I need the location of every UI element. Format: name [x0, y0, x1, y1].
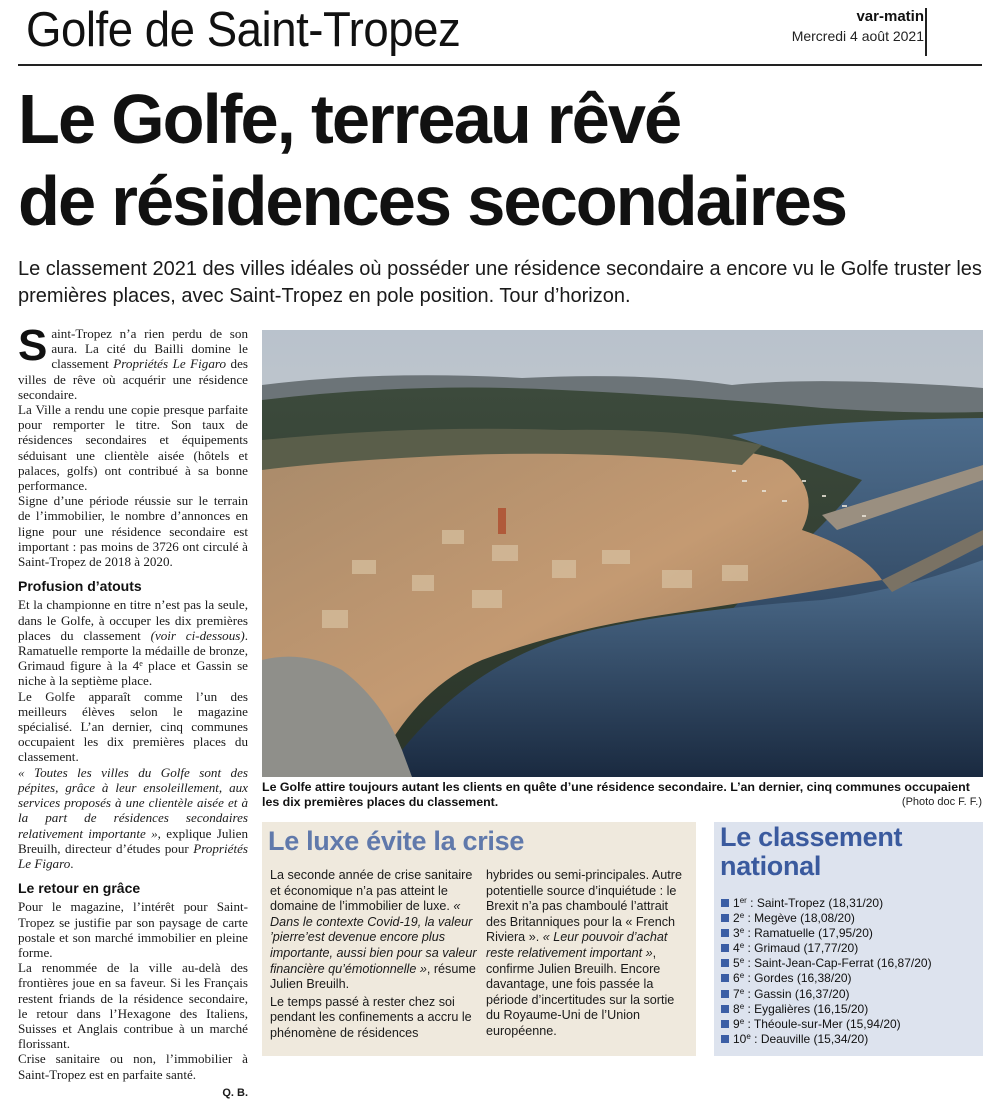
quote: « Dans le contexte Covid-19, la valeur ’pierre’est devenue encore plus importante, aussi bien pour sa valeur financière qu’émotionnelle »: [270, 899, 477, 976]
quote: « Toutes les villes du Golfe sont des pépites, grâce à leur ensoleillement, aux services proposés à une clientèle aisée et à la part de résidences secondaires relativement importante »: [18, 764, 248, 841]
headline-line-1: Le Golfe, terreau rêvé: [18, 80, 681, 158]
paragraph-emphasis: (voir ci-dessous): [150, 627, 245, 643]
paragraph-emphasis: Propriétés Le Figaro: [113, 356, 227, 372]
ranking-suffix: e: [739, 971, 745, 981]
sidebar-classement: [714, 822, 983, 1056]
ranking-text: : Eygalières (16,15/20): [744, 1001, 869, 1016]
paragraph: Pour le magazine, l’intérêt pour Saint-Tropez se justifie par son paysage de carte postale et son marché immobilier en pleine forme.: [18, 899, 248, 960]
paragraph-text: des villes de rêve où acquérir une résidence secondaire.: [18, 356, 248, 402]
ranking-position: 5: [733, 956, 740, 971]
ranking-item: [721, 956, 932, 971]
ranking-text: : Gassin (16,37/20): [744, 986, 850, 1001]
ranking-suffix: e: [739, 1016, 745, 1026]
photo-caption: Le Golfe attire toujours autant les clients en quête d’une résidence secondaire. L’an dernier, cinq communes occupaient les dix premières places du classement.: [262, 780, 970, 809]
paragraph: [18, 597, 248, 688]
paragraph-text: , résume Julien Breuilh.: [270, 961, 476, 992]
publication-date: Mercredi 4 août 2021: [791, 28, 924, 44]
title-line-1: Le classement: [720, 822, 903, 852]
sidebar-luxe-column-1: [270, 868, 478, 1044]
ranking-position: 7: [733, 986, 740, 1001]
sidebar-luxe: [262, 822, 696, 1056]
sidebar-classement-title: [720, 823, 902, 881]
author-signature: Q. B.: [222, 1086, 248, 1099]
paragraph: [270, 868, 478, 993]
photo-credit: (Photo doc F. F.): [901, 796, 982, 808]
ranking-text: : Megève (18,08/20): [744, 911, 855, 926]
paragraph-text: .: [70, 855, 74, 871]
ranking-suffix: er: [739, 896, 747, 905]
paragraph: La Ville a rendu une copie presque parfaite pour remporter le titre. Son taux de résidences secondaires et équipements séduisant une clientèle aisée (hôtels et palaces, golfs) ont contribué à sa bonne performance.: [18, 402, 248, 494]
square-bullet-icon: [721, 929, 729, 937]
ranking-list: [721, 896, 932, 1047]
article-body: [18, 321, 249, 1101]
paragraph-text: , confirme Julien Breuilh. Encore davantage, une fois passée la période d’incertitudes sur la sortie du Royaume-Uni de l’Union européenne.: [486, 945, 675, 1038]
ranking-suffix: e: [739, 926, 745, 936]
ranking-text: : Deauville (15,34/20): [750, 1031, 869, 1046]
ranking-position: 1: [733, 896, 740, 910]
paragraph-text: . Ramatuelle remporte la médaille de bronze, Grimaud figure à la 4: [18, 627, 248, 674]
ranking-item: [721, 1032, 932, 1047]
header-divider-vertical: [925, 8, 927, 56]
aerial-photo: [262, 330, 983, 777]
ranking-suffix: e: [739, 941, 745, 951]
aerial-photo-illustration: [262, 330, 983, 777]
paragraph-text: La seconde année de crise sanitaire et économique n’a pas atteint le domaine de l’immobilier de luxe.: [270, 868, 473, 914]
paragraph-text: Et la championne en titre n’est pas la seule, dans le Golfe, à occuper les dix premières places du classement: [18, 597, 248, 643]
header-rule: [18, 64, 982, 66]
ranking-position: 2: [733, 911, 740, 926]
paragraph-emphasis: Propriétés Le Figaro: [18, 840, 248, 871]
paragraph: Le temps passé à rester chez soi pendant les confinements a accru le phénomène de résidences: [270, 994, 472, 1040]
sidebar-luxe-column-2: [486, 868, 690, 1042]
paragraph: Signe d’une période réussie sur le terrain de l’immobilier, le nombre d’annonces en ligne pour une résidence secondaire est important : pas moins de 3726 ont circulé à Saint-Tropez de 2018 à 2020.: [18, 493, 248, 570]
drop-cap: S: [18, 321, 48, 370]
ranking-suffix: e: [739, 956, 745, 966]
headline: [18, 78, 969, 242]
square-bullet-icon: [721, 974, 729, 982]
ranking-item: [721, 896, 932, 911]
ranking-suffix: e: [739, 911, 745, 921]
ranking-position: 6: [733, 971, 740, 986]
ranking-item: [721, 1002, 932, 1017]
ranking-suffix: e: [739, 1001, 745, 1011]
paragraph: [18, 321, 248, 402]
ranking-item: [721, 971, 932, 986]
ranking-text: : Ramatuelle (17,95/20): [744, 926, 873, 941]
subheading: Le retour en grâce: [18, 880, 141, 897]
paragraph-text: place et Gassin se niche à la septième place.: [18, 658, 248, 689]
paragraph: Le Golfe apparaît comme l’un des meilleurs élèves selon le magazine spécialisé. L’an dernier, cinq communes occupaient les dix premières places du classement.: [18, 688, 248, 765]
square-bullet-icon: [721, 899, 729, 907]
paragraph: [18, 765, 248, 871]
subheading: Profusion d’atouts: [18, 578, 142, 595]
paragraph-text: aint-Tropez n’a rien perdu de son aura. La cité du Bailli domine le classement: [51, 326, 248, 372]
square-bullet-icon: [721, 944, 729, 952]
headline-line-2: de résidences secondaires: [18, 162, 847, 240]
ranking-item: [721, 941, 932, 956]
masthead: [792, 8, 924, 44]
ranking-text: : Théoule-sur-Mer (15,94/20): [744, 1016, 901, 1031]
paragraph: Crise sanitaire ou non, l’immobilier à Saint-Tropez est en parfaite santé.: [18, 1051, 248, 1082]
paragraph-text: hybrides ou semi-principales. Autre potentielle source d’inquiétude : le Brexit n’a pas chamboulé l’attrait des Britanniques pour la « French Riviera ».: [486, 868, 682, 945]
ranking-position: 8: [733, 1001, 740, 1016]
ranking-position: 4: [733, 941, 740, 956]
paragraph: La renommée de la ville au-delà des frontières joue en sa faveur. Si les Français restent friands de la résidence secondaire, le retour dans l’Hexagone des Italiens, Suisses et Anglais contribue à un marché florissant.: [18, 960, 248, 1052]
square-bullet-icon: [721, 914, 729, 922]
ranking-item: [721, 911, 932, 926]
ranking-suffix: e: [739, 986, 745, 996]
newspaper-name: var-matin: [856, 8, 924, 25]
square-bullet-icon: [721, 990, 729, 998]
ranking-text: : Gordes (16,38/20): [744, 971, 852, 986]
square-bullet-icon: [721, 959, 729, 967]
ranking-position: 10: [733, 1031, 747, 1046]
ranking-item: [721, 1017, 932, 1032]
ranking-item: [721, 926, 932, 941]
paragraph: [486, 868, 690, 1040]
square-bullet-icon: [721, 1005, 729, 1013]
title-line-2: national: [720, 851, 822, 881]
sidebar-luxe-title: Le luxe évite la crise: [268, 826, 525, 856]
quote: « Leur pouvoir d’achat reste relativement important »: [486, 930, 668, 960]
ranking-position: 9: [733, 1016, 740, 1031]
ranking-position: 3: [733, 926, 740, 941]
ranking-text: : Saint-Tropez (18,31/20): [746, 896, 884, 910]
section-title: Golfe de Saint-Tropez: [26, 3, 461, 57]
square-bullet-icon: [721, 1020, 729, 1028]
standfirst: Le classement 2021 des villes idéales où posséder une résidence secondaire a encore vu le Golfe truster les premières places, avec Saint-Tropez en pole position. Tour d’horizon.: [18, 258, 982, 307]
ranking-text: : Saint-Jean-Cap-Ferrat (16,87/20): [744, 956, 932, 971]
paragraph-text: , explique Julien Breuilh, directeur d’études pour: [18, 825, 249, 856]
ranking-text: : Grimaud (17,77/20): [744, 941, 859, 956]
square-bullet-icon: [721, 1035, 729, 1043]
ranking-item: [721, 987, 932, 1002]
superscript: e: [139, 659, 143, 669]
ranking-suffix: e: [746, 1031, 751, 1041]
